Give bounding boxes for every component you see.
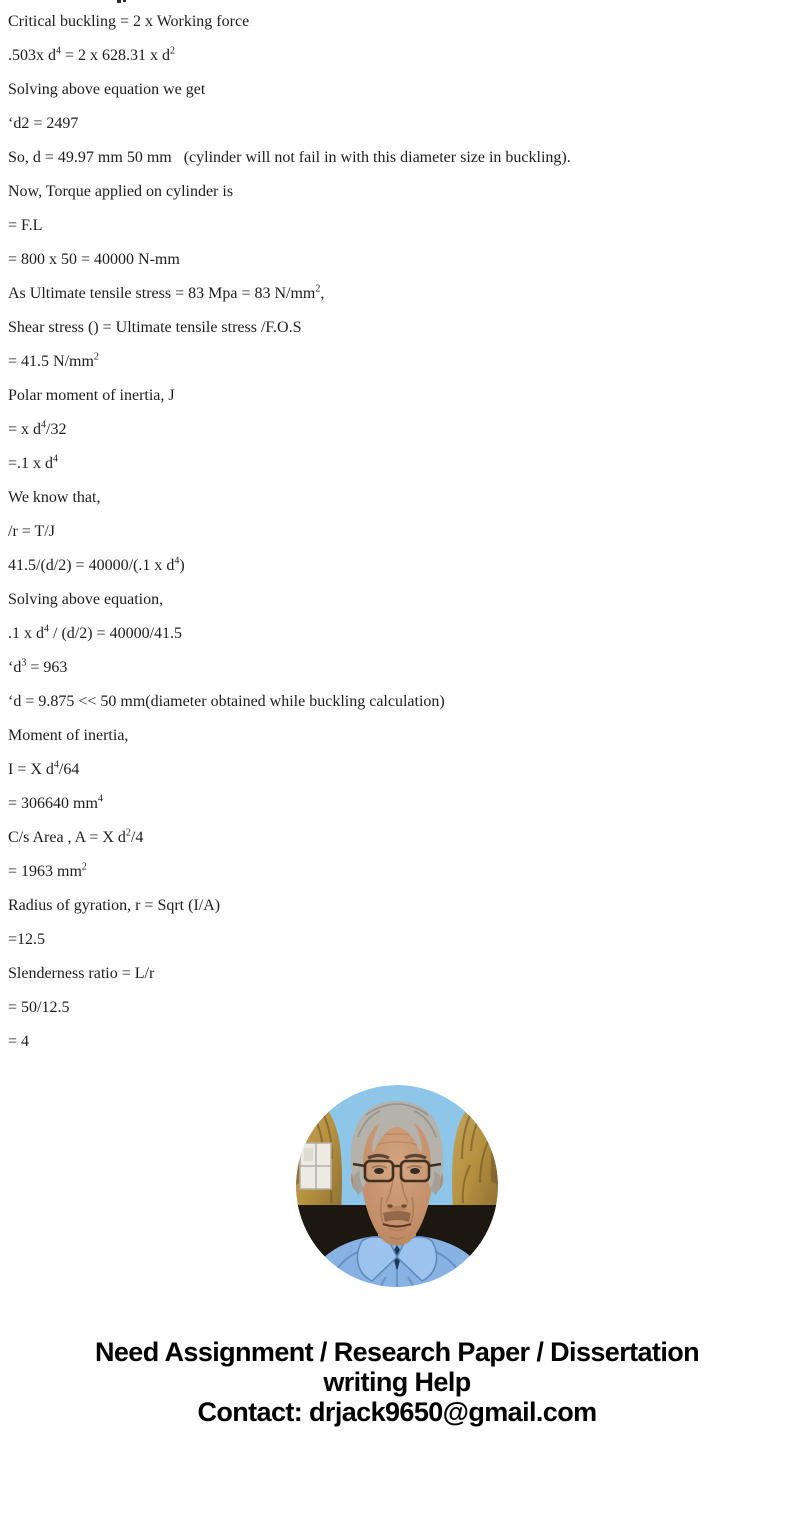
doc-line: .503x $d^4 = 2$ x 628.31 x $d^2$ <box>8 45 176 64</box>
doc-line: So, d = 49.97 mm 50 mm (cylinder will not fail in with this diameter size in buckling). <box>8 149 571 166</box>
superscript: 4 <box>53 759 59 771</box>
doc-line: Moment of inertia, <box>8 727 129 744</box>
superscript: 4 <box>56 45 61 57</box>
doc-line: /r = T/J <box>8 523 55 540</box>
doc-line: ‘d = 9.875 << 50 mm(diameter obtained while buckling calculation) <box>8 693 445 710</box>
author-photo <box>296 1085 498 1287</box>
superscript: 4 <box>174 555 180 567</box>
promo-heading-line-2: writing Help <box>323 1367 471 1397</box>
doc-line: Shear stress () = Ultimate tensile stress /F.O.S <box>8 319 302 336</box>
doc-line: We know that, <box>8 489 101 506</box>
doc-line: Solving above equation we get <box>8 81 206 98</box>
doc-line: = x $d^4/32$ <box>8 419 67 438</box>
doc-line: C/s Area , A = X $d^2/4$ <box>8 827 144 846</box>
doc-line: Radius of gyration, r = Sqrt (I/A) <box>8 897 221 914</box>
superscript: 2 <box>125 827 131 839</box>
doc-line: = 41.5 $N/mm^2$ <box>8 351 99 370</box>
doc-line: Solving above equation, <box>8 591 164 608</box>
doc-line: Slenderness ratio = L/r <box>8 965 155 982</box>
superscript: 4 <box>53 453 59 465</box>
doc-line: = 50/12.5 <box>8 999 70 1016</box>
doc-line: I = X $d^4/64$ <box>8 759 80 778</box>
doc-line: 41.5/(d/2) = 40000/(.1 x $d^4$) <box>8 555 185 574</box>
author-avatar <box>296 1085 498 1287</box>
superscript: 2 <box>81 861 87 873</box>
superscript: 4 <box>44 623 49 635</box>
superscript: 4 <box>41 419 47 431</box>
superscript: 3 <box>21 657 27 669</box>
cut-off-descender-mark <box>123 0 126 2</box>
doc-line: ‘$d^3 = 963$ <box>8 657 68 676</box>
doc-line: = 4 <box>8 1033 30 1050</box>
doc-line: =.1 x $d^4$ <box>8 453 59 472</box>
doc-line: Polar moment of inertia, J <box>8 387 175 404</box>
photo-window-frame <box>300 1143 331 1189</box>
superscript: 2 <box>315 283 321 295</box>
superscript: 2 <box>170 45 176 57</box>
promo-heading-line-1: Need Assignment / Research Paper / Dissertation <box>94 1337 700 1367</box>
doc-line: = F.L <box>8 217 43 234</box>
doc-line: ‘d2 = 2497 <box>8 115 79 132</box>
superscript: 4 <box>97 793 103 805</box>
promo-contact-line: Contact: drjack9650@gmail.com <box>197 1397 597 1427</box>
doc-line: =12.5 <box>8 931 46 948</box>
promo-footer <box>0 1337 794 1427</box>
doc-line: .1 x $d^4 / (d/2) = 40000/41.5$ <box>8 623 183 642</box>
doc-line: = 306640 $mm^4$ <box>8 793 103 812</box>
doc-line: As Ultimate tensile stress = 83 Mpa = 83 $N/mm^2$, <box>8 283 325 302</box>
cut-off-descender-mark <box>117 0 121 3</box>
superscript: 2 <box>93 351 99 363</box>
doc-line: = 800 x 50 = 40000 N-mm <box>8 251 180 268</box>
doc-line: Now, Torque applied on cylinder is <box>8 183 234 200</box>
doc-line: Critical buckling = 2 x Working force <box>8 13 250 30</box>
doc-line: = 1963 $mm^2$ <box>8 861 87 880</box>
